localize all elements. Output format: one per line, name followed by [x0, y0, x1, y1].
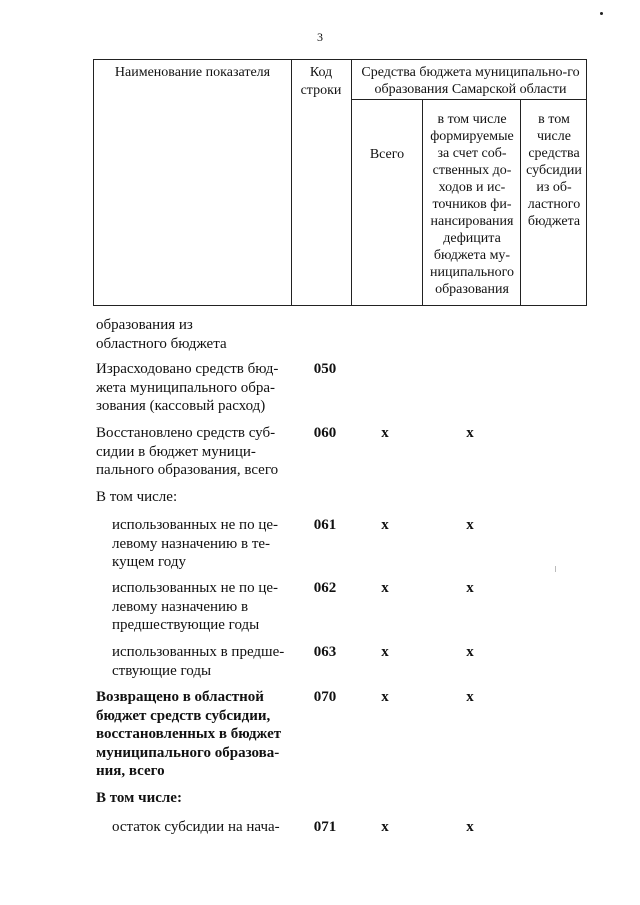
header-col-budget: Средства бюджета муниципально-го образования Самарской области — [361, 65, 580, 97]
row-x-own: x — [466, 580, 474, 596]
row-code: 071 — [313, 819, 337, 835]
row-label: Восстановлено средств суб-сидии в бюджет муници-пального образования, всего — [96, 425, 279, 478]
header-sub-own: в том числе формируемые за счет соб-ственных до-ходов и ис-точников фи-нансирования дефицита бюджета му-ниципального образования — [429, 112, 515, 297]
row-x-total: x — [381, 689, 389, 705]
divider-code-budget — [351, 60, 352, 305]
divider-budget-sub — [351, 99, 586, 100]
row-x-total: x — [381, 580, 389, 596]
row-code: 060 — [313, 425, 337, 441]
row-label: использованных в предше-ствующие годы — [112, 644, 285, 679]
row-x-own: x — [466, 689, 474, 705]
row-code: 062 — [313, 580, 337, 596]
header-col-name: Наименование показателя — [114, 65, 271, 80]
scan-dot — [600, 12, 603, 15]
row-code: 070 — [313, 689, 337, 705]
row-x-own: x — [466, 425, 474, 441]
row-label: образования из областного бюджета — [96, 317, 227, 352]
row-label: Возвращено в областной бюджет средств субсидии, восстановленных в бюджет муниципального образова-ния, всего — [96, 689, 282, 779]
row-x-own: x — [466, 819, 474, 835]
row-x-own: x — [466, 644, 474, 660]
header-sub-total: Всего — [369, 147, 405, 162]
row-label: использованных не по це-левому назначению в предшествующие годы — [112, 580, 278, 633]
header-sub-subsidy: в том числе средства субсидии из об-ластного бюджета — [526, 112, 582, 229]
table-header — [93, 59, 587, 306]
row-x-total: x — [381, 644, 389, 660]
scan-mark — [555, 566, 556, 572]
row-label: использованных не по це-левому назначению в те-кущем году — [112, 517, 278, 570]
page-number: 3 — [317, 30, 323, 44]
row-code: 061 — [313, 517, 337, 533]
row-x-own: x — [466, 517, 474, 533]
header-col-code: Код строки — [300, 65, 342, 98]
row-label: остаток субсидии на нача- — [112, 819, 280, 835]
row-code: 063 — [313, 644, 337, 660]
row-label: В том числе: — [96, 489, 178, 505]
row-code: 050 — [313, 361, 337, 377]
row-label: В том числе: — [96, 790, 182, 806]
row-x-total: x — [381, 819, 389, 835]
row-x-total: x — [381, 517, 389, 533]
row-x-total: x — [381, 425, 389, 441]
divider-total-own — [422, 99, 423, 305]
row-label: Израсходовано средств бюд-жета муниципального обра-зования (кассовый расход) — [96, 361, 279, 414]
divider-own-subsidy — [520, 99, 521, 305]
